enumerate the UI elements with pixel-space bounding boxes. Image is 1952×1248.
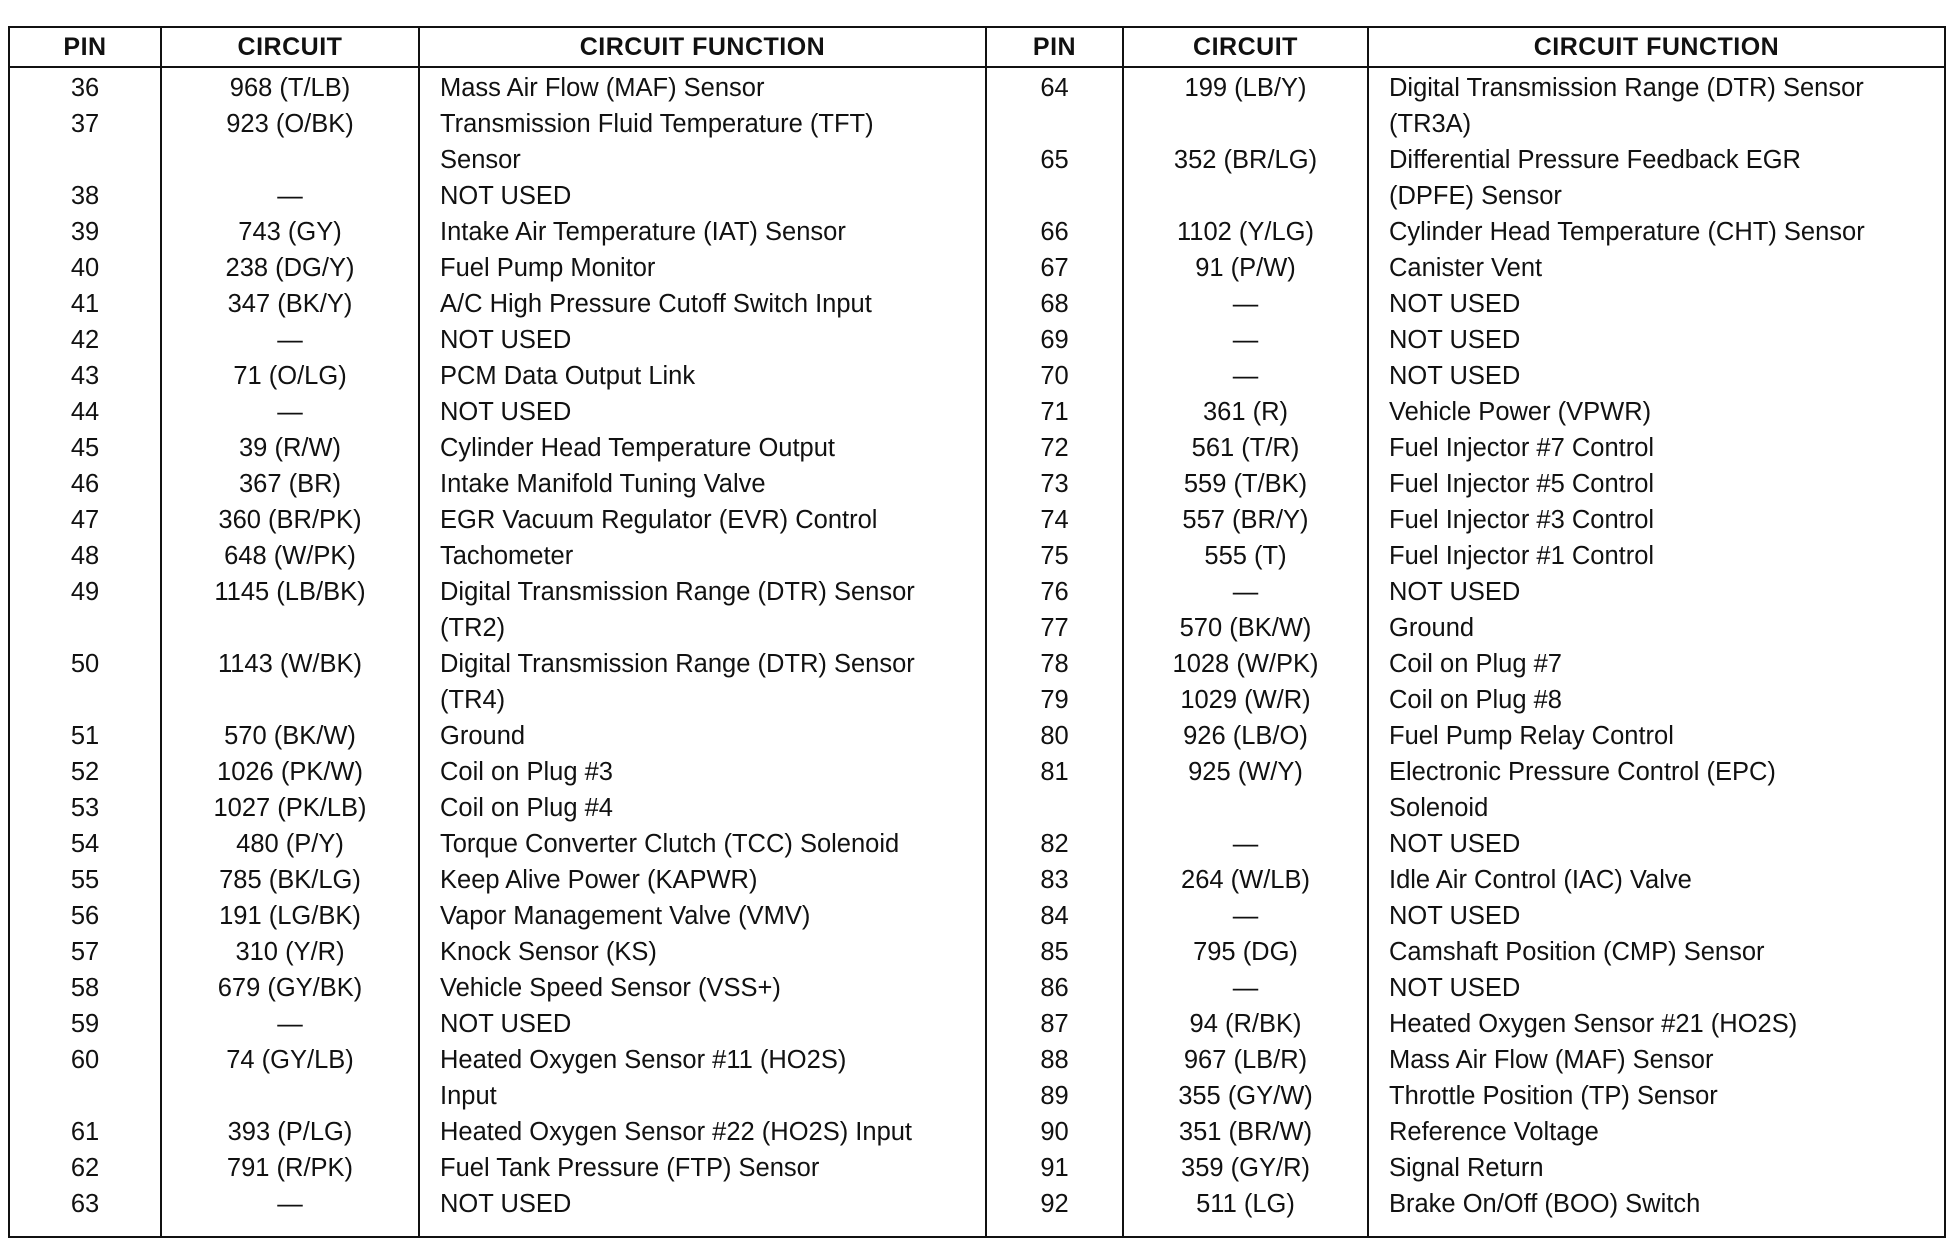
table-row <box>987 358 1945 394</box>
function-cell: Vapor Management Valve (VMV) <box>440 902 811 930</box>
pin-cell: 53 <box>70 794 100 822</box>
pin-cell: 86 <box>1040 974 1069 1002</box>
pin-cell: 81 <box>1040 758 1069 786</box>
pin-cell: 59 <box>70 1010 100 1038</box>
function-cell: Electronic Pressure Control (EPC) <box>1389 758 1776 786</box>
table-row <box>10 214 985 250</box>
circuit-cell: 555 (T) <box>1204 542 1287 570</box>
pin-cell: 63 <box>70 1190 100 1218</box>
table-row <box>10 394 985 430</box>
circuit-cell: 351 (BR/W) <box>1178 1118 1313 1146</box>
pin-cell: 90 <box>1040 1118 1069 1146</box>
table-row <box>987 538 1945 574</box>
circuit-cell: 925 (W/Y) <box>1188 758 1303 786</box>
table-row <box>10 934 985 970</box>
circuit-cell: 511 (LG) <box>1196 1190 1295 1218</box>
header-pin-right: PIN <box>1032 33 1077 61</box>
table-row <box>10 970 985 1006</box>
pin-cell: 82 <box>1040 830 1069 858</box>
table-row <box>987 898 1945 934</box>
function-cell: (TR3A) <box>1389 110 1472 138</box>
circuit-cell: 559 (T/BK) <box>1183 470 1308 498</box>
pin-cell: 49 <box>70 578 100 606</box>
function-cell: Digital Transmission Range (DTR) Sensor <box>440 578 915 606</box>
table-row <box>10 106 985 142</box>
pin-cell: 38 <box>70 182 100 210</box>
table-row <box>987 610 1945 646</box>
circuit-cell: 1026 (PK/W) <box>217 758 363 786</box>
table-row <box>10 898 985 934</box>
function-cell: Brake On/Off (BOO) Switch <box>1389 1190 1701 1218</box>
table-row <box>10 718 985 754</box>
header-circuit-left: CIRCUIT <box>237 33 343 61</box>
function-cell: Idle Air Control (IAC) Valve <box>1389 866 1692 894</box>
pin-cell: 39 <box>70 218 100 246</box>
circuit-cell: 795 (DG) <box>1193 938 1298 966</box>
table-row <box>10 1078 985 1114</box>
circuit-cell: 352 (BR/LG) <box>1173 146 1318 174</box>
pin-cell: 66 <box>1040 218 1069 246</box>
circuit-cell: 1027 (PK/LB) <box>213 794 367 822</box>
circuit-cell: 926 (LB/O) <box>1183 722 1308 750</box>
table-row <box>987 70 1945 106</box>
pin-cell: 44 <box>70 398 100 426</box>
function-cell: Intake Air Temperature (IAT) Sensor <box>440 218 846 246</box>
circuit-cell: 679 (GY/BK) <box>217 974 363 1002</box>
circuit-cell: — <box>1232 290 1259 318</box>
pin-cell: 88 <box>1040 1046 1069 1074</box>
function-cell: Differential Pressure Feedback EGR <box>1389 146 1801 174</box>
function-cell: Intake Manifold Tuning Valve <box>440 470 766 498</box>
circuit-cell: 743 (GY) <box>238 218 342 246</box>
function-cell: NOT USED <box>440 326 572 354</box>
circuit-cell: 1145 (LB/BK) <box>214 578 366 606</box>
function-cell: Camshaft Position (CMP) Sensor <box>1389 938 1765 966</box>
circuit-cell: — <box>1232 326 1259 354</box>
table-row <box>987 502 1945 538</box>
pin-cell: 91 <box>1040 1154 1069 1182</box>
pin-cell: 67 <box>1040 254 1069 282</box>
table-row <box>987 790 1945 826</box>
circuit-cell: — <box>277 326 303 354</box>
table-row <box>10 754 985 790</box>
table-row <box>10 538 985 574</box>
table-row <box>987 178 1945 214</box>
table-row <box>987 1078 1945 1114</box>
circuit-cell: 1029 (W/R) <box>1180 686 1311 714</box>
table-row <box>10 286 985 322</box>
function-cell: Fuel Injector #1 Control <box>1389 542 1655 570</box>
circuit-cell: 648 (W/PK) <box>224 542 356 570</box>
table-row <box>10 466 985 502</box>
table-row <box>987 466 1945 502</box>
function-cell: NOT USED <box>1389 974 1521 1002</box>
header-pin-left: PIN <box>63 33 107 61</box>
circuit-cell: 191 (LG/BK) <box>219 902 361 930</box>
function-cell: NOT USED <box>1389 902 1521 930</box>
table-row <box>10 1042 985 1078</box>
function-cell: Fuel Injector #3 Control <box>1389 506 1655 534</box>
circuit-cell: 1143 (W/BK) <box>217 650 363 678</box>
circuit-cell: 561 (T/R) <box>1191 434 1300 462</box>
circuit-cell: 480 (P/Y) <box>236 830 344 858</box>
function-cell: Solenoid <box>1389 794 1489 822</box>
circuit-cell: 91 (P/W) <box>1195 254 1296 282</box>
table-row <box>987 718 1945 754</box>
table-row <box>10 646 985 682</box>
function-cell: (TR2) <box>440 614 506 642</box>
circuit-cell: 355 (GY/W) <box>1178 1082 1313 1110</box>
function-cell: (DPFE) Sensor <box>1389 182 1562 210</box>
circuit-cell: 199 (LB/Y) <box>1184 74 1307 102</box>
circuit-cell: 785 (BK/LG) <box>219 866 361 894</box>
pin-cell: 73 <box>1040 470 1069 498</box>
circuit-cell: 967 (LB/R) <box>1183 1046 1308 1074</box>
pin-cell: 43 <box>70 362 100 390</box>
table-row <box>987 430 1945 466</box>
pin-cell: 61 <box>70 1118 100 1146</box>
pin-cell: 64 <box>1040 74 1069 102</box>
pin-cell: 50 <box>70 650 100 678</box>
circuit-cell: — <box>277 1190 303 1218</box>
function-cell: Tachometer <box>440 542 574 570</box>
table-row <box>10 1006 985 1042</box>
pin-cell: 54 <box>70 830 100 858</box>
table-row <box>987 862 1945 898</box>
circuit-cell: 39 (R/W) <box>239 434 341 462</box>
function-cell: Fuel Injector #5 Control <box>1389 470 1655 498</box>
function-cell: A/C High Pressure Cutoff Switch Input <box>440 290 872 318</box>
circuit-cell: 347 (BK/Y) <box>227 290 353 318</box>
table-row <box>10 1150 985 1186</box>
pin-cell: 65 <box>1040 146 1069 174</box>
function-cell: Heated Oxygen Sensor #11 (HO2S) <box>440 1046 847 1074</box>
pin-cell: 56 <box>70 902 100 930</box>
function-cell: NOT USED <box>1389 326 1521 354</box>
pin-cell: 37 <box>70 110 100 138</box>
function-cell: Torque Converter Clutch (TCC) Solenoid <box>440 830 900 858</box>
pin-cell: 52 <box>70 758 100 786</box>
function-cell: Heated Oxygen Sensor #21 (HO2S) <box>1389 1010 1798 1038</box>
pin-cell: 47 <box>70 506 100 534</box>
pin-cell: 58 <box>70 974 100 1002</box>
function-cell: NOT USED <box>1389 830 1521 858</box>
pin-cell: 92 <box>1040 1190 1069 1218</box>
pin-cell: 55 <box>70 866 100 894</box>
header-function-left: CIRCUIT FUNCTION <box>579 33 826 61</box>
table-row <box>10 430 985 466</box>
function-cell: Canister Vent <box>1389 254 1543 282</box>
function-cell: Cylinder Head Temperature (CHT) Sensor <box>1389 218 1865 246</box>
table-row <box>987 394 1945 430</box>
pin-cell: 83 <box>1040 866 1069 894</box>
table-row <box>987 286 1945 322</box>
table-row <box>10 610 985 646</box>
pin-cell: 77 <box>1040 614 1069 642</box>
pin-cell: 68 <box>1040 290 1069 318</box>
function-cell: Reference Voltage <box>1389 1118 1599 1146</box>
circuit-cell: 74 (GY/LB) <box>226 1046 354 1074</box>
function-cell: Coil on Plug #7 <box>1389 650 1562 678</box>
function-cell: Keep Alive Power (KAPWR) <box>440 866 758 894</box>
function-cell: Mass Air Flow (MAF) Sensor <box>440 74 765 102</box>
table-row <box>987 682 1945 718</box>
table-row <box>987 646 1945 682</box>
circuit-cell: 71 (O/LG) <box>233 362 347 390</box>
function-cell: (TR4) <box>440 686 506 714</box>
function-cell: EGR Vacuum Regulator (EVR) Control <box>440 506 878 534</box>
function-cell: Coil on Plug #3 <box>440 758 613 786</box>
function-cell: Transmission Fluid Temperature (TFT) <box>440 110 874 138</box>
circuit-cell: 557 (BR/Y) <box>1182 506 1309 534</box>
circuit-cell: 367 (BR) <box>238 470 342 498</box>
circuit-cell: — <box>1232 902 1259 930</box>
table-row <box>987 826 1945 862</box>
table-row <box>10 178 985 214</box>
table-row <box>10 862 985 898</box>
function-cell: Vehicle Power (VPWR) <box>1389 398 1652 426</box>
table-row <box>10 790 985 826</box>
table-row <box>10 682 985 718</box>
table-row <box>10 1114 985 1150</box>
function-cell: Coil on Plug #8 <box>1389 686 1562 714</box>
header-separator <box>10 66 1944 68</box>
pin-cell: 79 <box>1040 686 1069 714</box>
table-row <box>10 826 985 862</box>
function-cell: Mass Air Flow (MAF) Sensor <box>1389 1046 1714 1074</box>
circuit-cell: 264 (W/LB) <box>1181 866 1310 894</box>
table-row <box>987 1114 1945 1150</box>
function-cell: NOT USED <box>440 1010 572 1038</box>
function-cell: Fuel Pump Relay Control <box>1389 722 1674 750</box>
circuit-cell: — <box>1232 362 1259 390</box>
circuit-cell: — <box>277 398 303 426</box>
circuit-cell: 968 (T/LB) <box>229 74 351 102</box>
function-cell: Coil on Plug #4 <box>440 794 613 822</box>
function-cell: Signal Return <box>1389 1154 1544 1182</box>
table-row <box>987 214 1945 250</box>
function-cell: Heated Oxygen Sensor #22 (HO2S) Input <box>440 1118 913 1146</box>
pin-cell: 60 <box>70 1046 100 1074</box>
pin-cell: 69 <box>1040 326 1069 354</box>
table-row <box>10 574 985 610</box>
table-row <box>987 142 1945 178</box>
table-row <box>987 1186 1945 1222</box>
function-cell: Ground <box>440 722 526 750</box>
pin-cell: 70 <box>1040 362 1069 390</box>
pin-cell: 87 <box>1040 1010 1069 1038</box>
circuit-cell: — <box>1232 830 1259 858</box>
pin-cell: 84 <box>1040 902 1069 930</box>
function-cell: NOT USED <box>1389 362 1521 390</box>
function-cell: Throttle Position (TP) Sensor <box>1389 1082 1718 1110</box>
pin-cell: 71 <box>1040 398 1069 426</box>
circuit-cell: 923 (O/BK) <box>226 110 354 138</box>
function-cell: NOT USED <box>1389 290 1521 318</box>
function-cell: Digital Transmission Range (DTR) Sensor <box>1389 74 1864 102</box>
table-row <box>987 1006 1945 1042</box>
function-cell: Vehicle Speed Sensor (VSS+) <box>440 974 781 1002</box>
pin-cell: 80 <box>1040 722 1069 750</box>
table-row <box>987 322 1945 358</box>
pin-cell: 40 <box>70 254 100 282</box>
circuit-cell: 570 (BK/W) <box>1179 614 1312 642</box>
table-row <box>10 322 985 358</box>
pin-cell: 76 <box>1040 578 1069 606</box>
function-cell: Sensor <box>440 146 521 174</box>
function-cell: Fuel Pump Monitor <box>440 254 656 282</box>
table-row <box>10 142 985 178</box>
pinout-table <box>8 26 1946 1238</box>
pin-cell: 51 <box>70 722 100 750</box>
circuit-cell: — <box>277 182 303 210</box>
table-row <box>10 502 985 538</box>
table-row <box>987 934 1945 970</box>
pin-cell: 72 <box>1040 434 1069 462</box>
function-cell: NOT USED <box>1389 578 1521 606</box>
circuit-cell: 359 (GY/R) <box>1181 1154 1310 1182</box>
function-cell: Ground <box>1389 614 1475 642</box>
table-row <box>987 250 1945 286</box>
table-row <box>987 574 1945 610</box>
circuit-cell: 310 (Y/R) <box>235 938 345 966</box>
pin-cell: 74 <box>1040 506 1069 534</box>
table-row <box>987 1042 1945 1078</box>
pin-cell: 42 <box>70 326 100 354</box>
function-cell: Cylinder Head Temperature Output <box>440 434 835 462</box>
function-cell: Digital Transmission Range (DTR) Sensor <box>440 650 915 678</box>
function-cell: Input <box>440 1082 497 1110</box>
circuit-cell: 393 (P/LG) <box>227 1118 353 1146</box>
circuit-cell: 238 (DG/Y) <box>225 254 355 282</box>
function-cell: NOT USED <box>440 1190 572 1218</box>
pin-cell: 78 <box>1040 650 1069 678</box>
function-cell: Fuel Tank Pressure (FTP) Sensor <box>440 1154 820 1182</box>
pin-cell: 62 <box>70 1154 100 1182</box>
pin-cell: 89 <box>1040 1082 1069 1110</box>
circuit-cell: 791 (R/PK) <box>226 1154 354 1182</box>
table-row <box>10 358 985 394</box>
pin-cell: 48 <box>70 542 100 570</box>
table-row <box>10 1186 985 1222</box>
table-row <box>987 970 1945 1006</box>
table-row <box>987 1150 1945 1186</box>
function-cell: NOT USED <box>440 182 572 210</box>
function-cell: Fuel Injector #7 Control <box>1389 434 1655 462</box>
table-row <box>987 754 1945 790</box>
function-cell: PCM Data Output Link <box>440 362 696 390</box>
table-row <box>10 250 985 286</box>
circuit-cell: 360 (BR/PK) <box>218 506 362 534</box>
circuit-cell: 570 (BK/W) <box>224 722 356 750</box>
pin-cell: 46 <box>70 470 100 498</box>
pin-cell: 36 <box>70 74 100 102</box>
circuit-cell: — <box>1232 974 1259 1002</box>
circuit-cell: — <box>1232 578 1259 606</box>
circuit-cell: 1102 (Y/LG) <box>1176 218 1314 246</box>
pin-cell: 41 <box>70 290 100 318</box>
pin-cell: 85 <box>1040 938 1069 966</box>
header-circuit-right: CIRCUIT <box>1193 33 1298 61</box>
pin-cell: 57 <box>70 938 100 966</box>
circuit-cell: 1028 (W/PK) <box>1172 650 1319 678</box>
circuit-cell: — <box>277 1010 303 1038</box>
table-row <box>10 70 985 106</box>
function-cell: Knock Sensor (KS) <box>440 938 657 966</box>
header-function-right: CIRCUIT FUNCTION <box>1533 33 1780 61</box>
table-row <box>987 106 1945 142</box>
pin-cell: 75 <box>1040 542 1069 570</box>
circuit-cell: 94 (R/BK) <box>1189 1010 1302 1038</box>
function-cell: NOT USED <box>440 398 572 426</box>
pin-cell: 45 <box>70 434 100 462</box>
circuit-cell: 361 (R) <box>1202 398 1289 426</box>
